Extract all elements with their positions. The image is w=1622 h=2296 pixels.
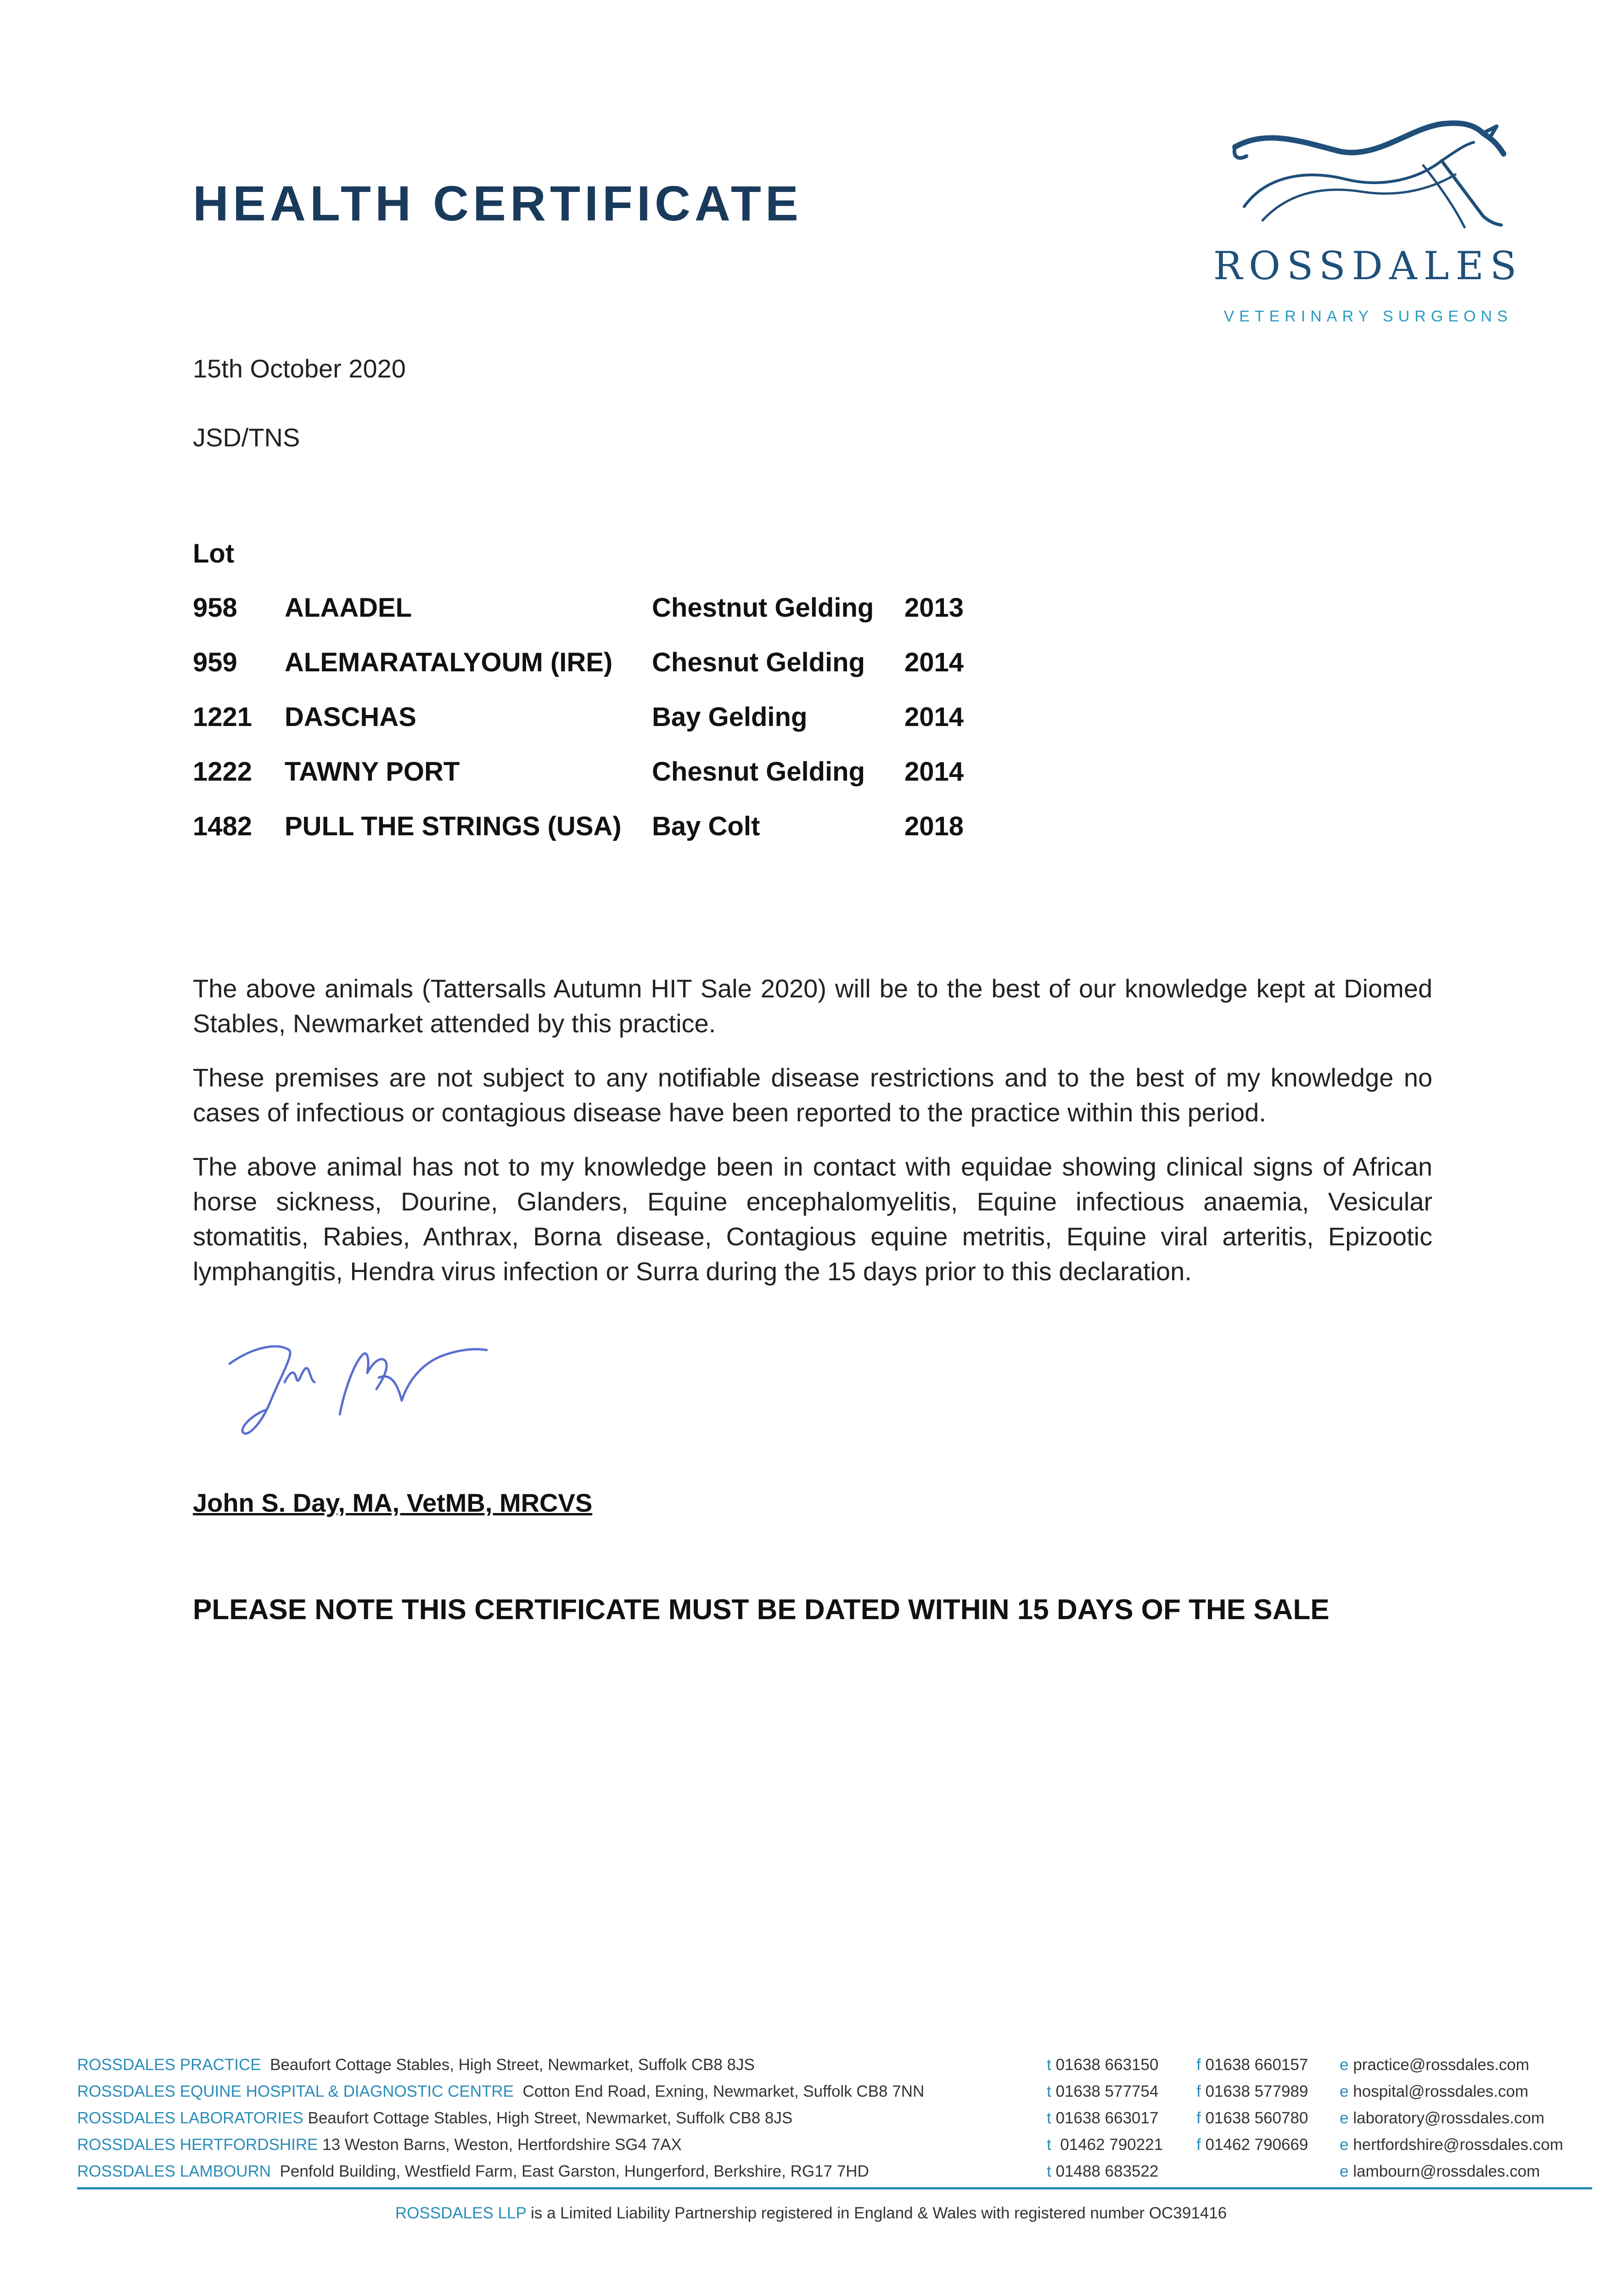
body-paragraph: The above animal has not to my knowledge been in contact with equidae showing clinical signs of African horse sickness, Dourine, Glanders, Equine encephalomyelitis, Equine infectious anaemia, Vesicular stomatitis, Rabies, Anthrax, Borna disease, Contagious equine metritis, Equine viral arteritis, Epizootic lymphangitis, Hendra virus infection or Surra during the 15 days prior to this declaration.: [193, 1152, 1432, 1286]
branch-name: ROSSDALES LABORATORIES: [77, 2109, 303, 2127]
footer-row: [77, 2078, 1592, 2105]
footer-row: [77, 2105, 1592, 2132]
footer-divider: [77, 2187, 1592, 2189]
branch-tel: t 01638 663017: [1047, 2109, 1159, 2127]
branch-email[interactable]: e hospital@rossdales.com: [1340, 2082, 1529, 2100]
lot-row: [193, 755, 978, 810]
lot-row: [193, 591, 978, 646]
lot-column-header: Lot: [193, 539, 235, 568]
footer-row: [77, 2132, 1592, 2158]
branch-address: 13 Weston Barns, Weston, Hertfordshire SG4 7AX: [322, 2136, 682, 2154]
branch-tel: t 01488 683522: [1047, 2162, 1159, 2180]
lot-row: [193, 701, 978, 755]
logo-wordmark: ROSSDALES: [1213, 243, 1523, 288]
branch-tel: t 01638 663150: [1047, 2056, 1159, 2074]
footer-contacts: [77, 2052, 1592, 2185]
branch-name: ROSSDALES HERTFORDSHIRE: [77, 2136, 318, 2154]
signature: [216, 1322, 510, 1460]
branch-address: Cotton End Road, Exning, Newmarket, Suffolk CB8 7NN: [522, 2082, 925, 2100]
horse-year: 2014: [904, 757, 964, 787]
branch-email[interactable]: e hertfordshire@rossdales.com: [1340, 2136, 1563, 2154]
branch-tel: t 01462 790221: [1047, 2136, 1163, 2154]
horse-year: 2014: [904, 702, 964, 732]
branch-name: ROSSDALES EQUINE HOSPITAL & DIAGNOSTIC CENTRE: [77, 2082, 514, 2100]
horse-year: 2013: [904, 593, 964, 623]
lot-row: [193, 810, 978, 865]
body-paragraph: The above animals (Tattersalls Autumn HIT Sale 2020) will be to the best of our knowledge kept at Diomed Stables, Newmarket attended by this practice.: [193, 974, 1432, 1038]
document-date: 15th October 2020: [193, 354, 406, 383]
lot-number: 959: [193, 647, 237, 677]
company-logo: [1207, 110, 1529, 331]
legal-text: is a Limited Liability Partnership registered in England & Wales with registered number OC391416: [530, 2204, 1227, 2222]
horse-name: DASCHAS: [285, 702, 416, 732]
lot-number: 1221: [193, 702, 253, 732]
lot-number: 958: [193, 593, 237, 623]
lot-number: 1222: [193, 757, 253, 787]
certificate-body: [193, 971, 1432, 1308]
lot-table: [193, 537, 978, 865]
branch-tel: t 01638 577754: [1047, 2082, 1159, 2100]
branch-address: Beaufort Cottage Stables, High Street, Newmarket, Suffolk CB8 8JS: [308, 2109, 793, 2127]
branch-fax: f 01638 560780: [1196, 2109, 1308, 2127]
lot-row: [193, 646, 978, 701]
branch-name: ROSSDALES PRACTICE: [77, 2056, 261, 2074]
horse-description: Bay Colt: [652, 811, 760, 841]
horse-description: Chestnut Gelding: [652, 593, 874, 623]
horse-name: ALEMARATALYOUM (IRE): [285, 647, 613, 677]
horse-year: 2014: [904, 647, 964, 677]
logo-tagline: VETERINARY SURGEONS: [1224, 308, 1513, 325]
footer-row: [77, 2052, 1592, 2078]
branch-name: ROSSDALES LAMBOURN: [77, 2162, 271, 2180]
page-title: HEALTH CERTIFICATE: [193, 175, 803, 231]
horse-name: ALAADEL: [285, 593, 412, 623]
lot-number: 1482: [193, 811, 253, 841]
branch-email[interactable]: e laboratory@rossdales.com: [1340, 2109, 1545, 2127]
branch-fax: f 01638 660157: [1196, 2056, 1308, 2074]
horse-description: Chesnut Gelding: [652, 757, 865, 787]
company-name: ROSSDALES LLP: [395, 2204, 527, 2222]
horse-name: PULL THE STRINGS (USA): [285, 811, 622, 841]
document-reference: JSD/TNS: [193, 423, 300, 452]
signer-name: John S. Day, MA, VetMB, MRCVS: [193, 1488, 593, 1517]
branch-email[interactable]: e practice@rossdales.com: [1340, 2056, 1529, 2074]
horse-description: Chesnut Gelding: [652, 647, 865, 677]
horse-icon: [1226, 110, 1510, 234]
branch-fax: f 01462 790669: [1196, 2136, 1308, 2154]
horse-name: TAWNY PORT: [285, 757, 460, 787]
sale-notice: PLEASE NOTE THIS CERTIFICATE MUST BE DATED WITHIN 15 DAYS OF THE SALE: [193, 1594, 1330, 1626]
branch-address: Penfold Building, Westfield Farm, East Garston, Hungerford, Berkshire, RG17 7HD: [280, 2162, 869, 2180]
legal-notice: [0, 2204, 1622, 2223]
body-paragraph: These premises are not subject to any notifiable disease restrictions and to the best of my knowledge no cases of infectious or contagious disease have been reported to the practice within this period.: [193, 1063, 1432, 1127]
signature-icon: [216, 1322, 510, 1460]
footer-row: [77, 2158, 1592, 2185]
branch-fax: f 01638 577989: [1196, 2082, 1308, 2100]
branch-email[interactable]: e lambourn@rossdales.com: [1340, 2162, 1540, 2180]
branch-address: Beaufort Cottage Stables, High Street, Newmarket, Suffolk CB8 8JS: [270, 2056, 755, 2074]
horse-description: Bay Gelding: [652, 702, 808, 732]
horse-year: 2018: [904, 811, 964, 841]
